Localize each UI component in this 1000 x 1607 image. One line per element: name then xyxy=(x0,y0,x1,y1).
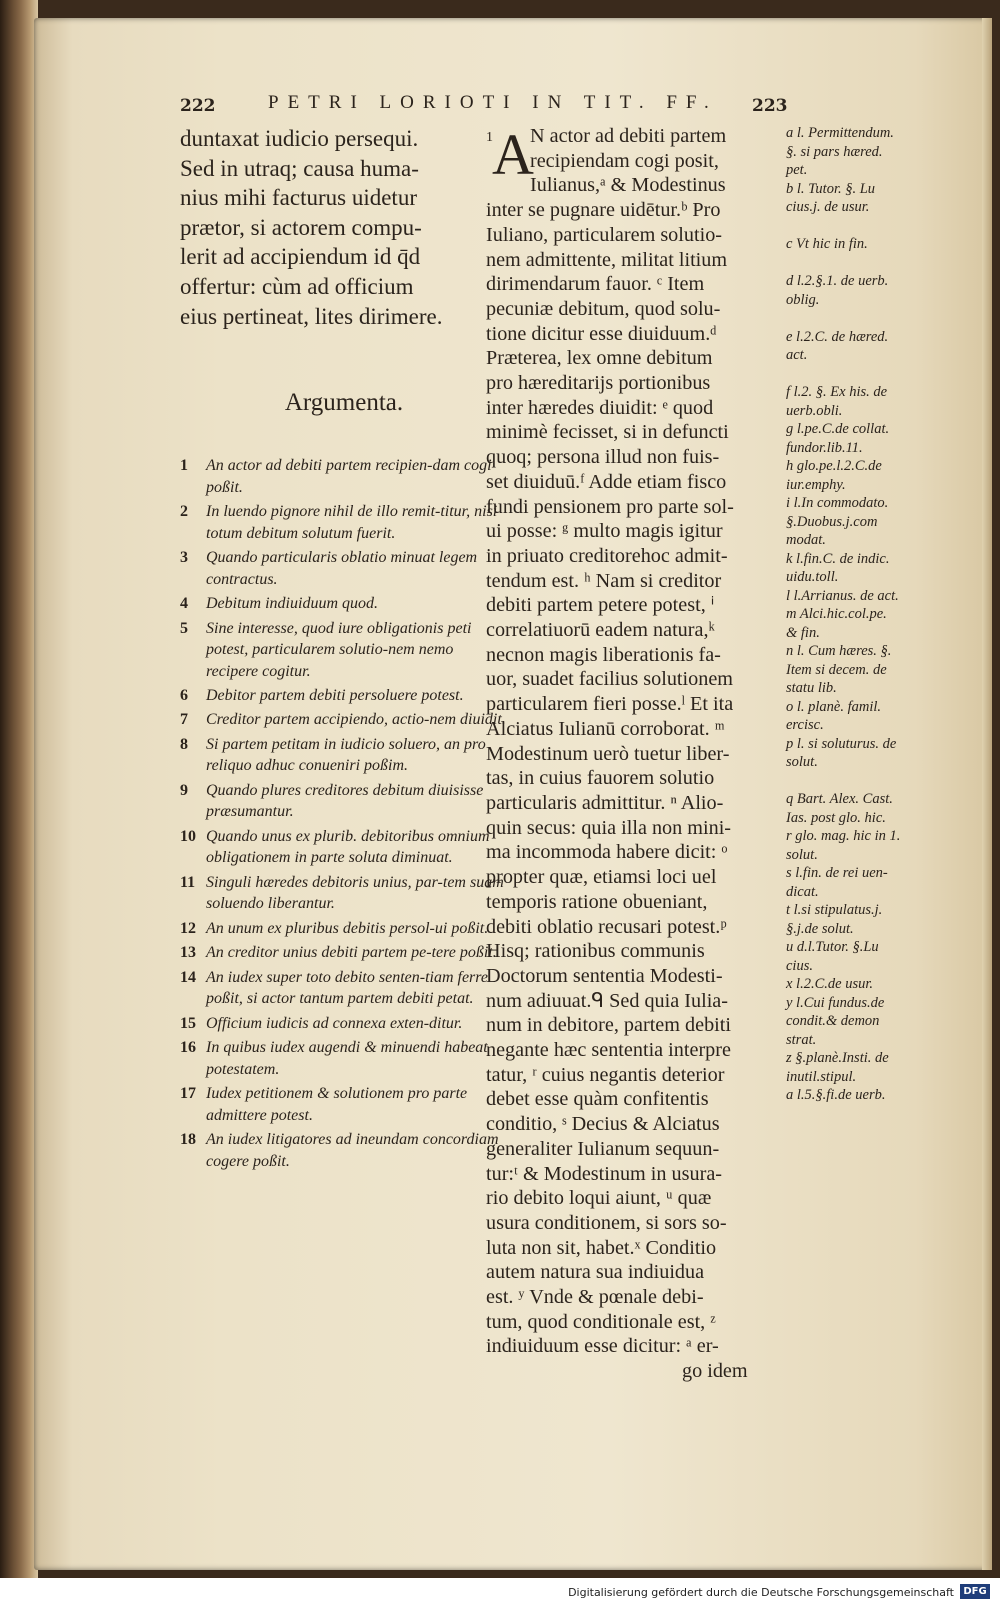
marginal-note-line: solut. xyxy=(786,754,818,770)
main-text-line: Iulianus,ᵃ & Modestinus xyxy=(530,174,726,197)
argument-item xyxy=(180,942,508,964)
marginal-note-line: dicat. xyxy=(786,883,819,900)
marginal-note-line: inutil.stipul. xyxy=(786,1068,857,1085)
main-text-line: conditio, ˢ Decius & Alciatus xyxy=(486,1113,720,1136)
argument-text: An creditor unius debiti partem pe-tere poßit. xyxy=(206,944,497,962)
main-text-line: particularem fieri posse.ˡ Et ita xyxy=(486,693,734,716)
argument-item xyxy=(180,455,508,498)
argument-number: 15 xyxy=(180,1014,196,1032)
main-text-line: debet esse quàm confitentis xyxy=(486,1088,709,1111)
argument-text: Debitum indiuiduum quod. xyxy=(206,595,378,613)
footer-credit: Digitalisierung gefördert durch die Deutsche Forschungsgemeinschaft xyxy=(568,1586,954,1599)
argument-item xyxy=(180,593,508,615)
main-text-line: pro hæreditarijs portionibus xyxy=(486,372,711,395)
main-text-line: go idem xyxy=(682,1360,748,1383)
argument-item xyxy=(180,918,508,940)
main-text-line: Iuliano, particularem solutio- xyxy=(486,223,723,246)
lead-line: nius mihi facturus uidetur xyxy=(180,185,417,211)
main-text-line: tur:ᵗ & Modestinum in usura- xyxy=(486,1162,723,1185)
marginal-note-line: m Alci.hic.col.pe. xyxy=(786,606,887,622)
argument-number: 10 xyxy=(180,827,196,845)
marginal-note-line: solut. xyxy=(786,846,818,863)
main-text-line: propter quæ, etiamsi loci uel xyxy=(486,866,717,889)
folio-left: 222 xyxy=(180,96,216,116)
section-marker: 1 xyxy=(486,130,493,145)
main-text-line: inter hæredes diuidit: ᵉ quod xyxy=(486,396,714,419)
main-text-line: tum, quod conditionale est, ᶻ xyxy=(486,1310,716,1333)
argument-item xyxy=(180,1037,508,1080)
marginal-note-line: strat. xyxy=(786,1031,817,1048)
main-text-line: inter se pugnare uidētur.ᵇ Pro xyxy=(486,199,721,222)
marginal-note-line: l l.Arrianus. de act. xyxy=(786,587,899,604)
argument-item xyxy=(180,967,508,1010)
marginal-note-line: c Vt hic in fin. xyxy=(786,236,868,252)
main-text-line: pecuniæ debitum, quod solu- xyxy=(486,297,721,320)
main-text-line: particularis admittitur. ⁿ Alio- xyxy=(486,791,724,814)
marginal-note-line: pet. xyxy=(786,162,808,178)
main-text-line: N actor ad debiti partem xyxy=(530,125,727,147)
marginal-note-line: n l. Cum hæres. §. xyxy=(786,643,892,659)
argument-text: Singuli hæredes debitoris unius, par-tem suam soluendo liberantur. xyxy=(206,873,504,913)
lead-line: offertur: cùm ad officium xyxy=(180,273,414,299)
argument-item xyxy=(180,1013,508,1035)
marginal-note-line: & fin. xyxy=(786,624,820,641)
argument-item xyxy=(180,547,508,590)
argument-text: Quando plures creditores debitum diuisisse præsumantur. xyxy=(206,781,484,821)
marginal-note-line: y l.Cui fundus.de xyxy=(786,994,885,1011)
main-text-line: tendum est. ʰ Nam si creditor xyxy=(486,569,722,592)
marginal-note-line: g l.pe.C.de collat. xyxy=(786,421,890,437)
marginal-note-line: oblig. xyxy=(786,291,820,308)
argumenta-heading: Argumenta. xyxy=(284,389,404,417)
marginal-note-line: i l.In commodato. xyxy=(786,495,889,511)
marginal-note-line: h glo.pe.l.2.C.de xyxy=(786,458,882,474)
argument-item xyxy=(180,1129,508,1172)
argument-item xyxy=(180,1083,508,1126)
marginal-note-line: x l.2.C.de usur. xyxy=(786,976,873,992)
marginal-note-line: Ias. post glo. hic. xyxy=(786,809,886,826)
main-text-line: dirimendarum fauor. ᶜ Item xyxy=(486,273,705,296)
argument-list xyxy=(180,455,508,1172)
main-text-line: num adiuuat.ᑫ Sed quia Iulia- xyxy=(486,989,728,1012)
main-text-line: luta non sit, habet.ˣ Conditio xyxy=(486,1236,717,1259)
marginal-note-line: p l. si soluturus. de xyxy=(786,735,897,752)
marginal-note-line: uerb.obli. xyxy=(786,402,843,419)
marginal-note-line: u d.l.Tutor. §.Lu xyxy=(786,939,879,955)
argument-text: An actor ad debiti partem recipien-dam cogi poßit. xyxy=(206,457,492,496)
marginal-note-line: act. xyxy=(786,347,808,363)
argument-text: Officium iudicis ad connexa exten-ditur. xyxy=(206,1014,463,1032)
argument-number: 17 xyxy=(180,1084,196,1102)
argument-text: Si partem petitam in iudicio soluero, an pro reliquo adhuc conueniri poßim. xyxy=(206,735,486,775)
marginal-note-line xyxy=(786,772,966,791)
argument-item xyxy=(180,734,508,777)
marginal-note-line: modat. xyxy=(786,532,826,548)
argument-item xyxy=(180,501,508,544)
marginal-note-line xyxy=(786,254,966,273)
argument-number: 7 xyxy=(180,711,188,729)
argument-number: 5 xyxy=(180,619,188,637)
main-text-line: est. ʸ Vnde & pœnale debi- xyxy=(486,1286,704,1309)
argument-text: An iudex super toto debito senten-tiam ferre poßit, si actor tantum partem debiti petat. xyxy=(206,968,489,1008)
marginal-note-line xyxy=(786,309,966,328)
marginal-note-line: a l.5.§.fi.de uerb. xyxy=(786,1087,886,1103)
marginal-note-line xyxy=(786,365,966,384)
argument-item xyxy=(180,618,508,683)
main-text-line: Hisq; rationibus communis xyxy=(486,940,705,963)
argument-text: In quibus iudex augendi & minuendi habeat potestatem. xyxy=(206,1038,488,1078)
lead-paragraph xyxy=(180,124,508,331)
marginal-note-line: d l.2.§.1. de uerb. xyxy=(786,273,889,289)
main-text-line: autem natura sua indiuidua xyxy=(486,1261,705,1284)
marginal-note-line: k l.fin.C. de indic. xyxy=(786,550,890,567)
marginal-note-line: f l.2. §. Ex his. de xyxy=(786,384,888,400)
main-text-line: correlatiuorū eadem natura,ᵏ xyxy=(486,619,715,642)
argument-number: 1 xyxy=(180,457,188,475)
main-text-line: uor, suadet facilius solutionem xyxy=(486,668,734,691)
argument-text: Debitor partem debiti persoluere potest. xyxy=(206,687,464,705)
argument-text: An iudex litigatores ad ineundam concordiam cogere poßit. xyxy=(206,1130,499,1170)
argument-text: In luendo pignore nihil de illo remit-titur, nisi totum debitum solutum fuerit. xyxy=(206,503,498,542)
main-text-line: quin secus: quia illa non mini- xyxy=(486,816,732,839)
running-title: PETRI LORIOTI IN TIT. FF. xyxy=(268,92,718,113)
main-text-line: tatur, ʳ cuius negantis deterior xyxy=(486,1063,725,1086)
lead-line: Sed in utraq; causa huma- xyxy=(180,155,419,181)
main-text-line: quoq; persona illud non fuis- xyxy=(486,446,720,469)
argument-item xyxy=(180,826,508,869)
main-text-line: debiti oblatio recusari potest.ᵖ xyxy=(486,915,727,938)
main-text-line: necnon magis liberationis fa- xyxy=(486,643,721,666)
marginal-note-line: §.Duobus.j.com xyxy=(786,513,878,530)
argument-number: 11 xyxy=(180,873,196,891)
marginal-note-line: e l.2.C. de hæred. xyxy=(786,328,889,345)
argument-number: 6 xyxy=(180,687,188,705)
main-text-line: temporis ratione obueniant, xyxy=(486,890,708,913)
main-text-line: indiuiduum esse dicitur: ᵃ er- xyxy=(486,1335,719,1358)
marginal-note-line: q Bart. Alex. Cast. xyxy=(786,791,893,807)
lead-line: lerit ad accipiendum id q̄d xyxy=(180,244,421,270)
argument-number: 18 xyxy=(180,1130,196,1148)
main-text-line: generaliter Iulianum sequun- xyxy=(486,1137,720,1160)
main-text-line: debiti partem petere potest, ⁱ xyxy=(486,594,715,617)
marginal-note-line: cius.j. de usur. xyxy=(786,199,870,215)
marginal-note-line: §. si pars hæred. xyxy=(786,143,883,160)
main-column xyxy=(486,124,776,1384)
main-text-line: in priuato creditorehoc admit- xyxy=(486,544,728,567)
main-text-line: Alciatus Iulianū corroborat. ᵐ xyxy=(486,717,725,740)
marginal-note-line: a l. Permittendum. xyxy=(786,125,894,141)
marginal-note-line: statu lib. xyxy=(786,680,837,696)
main-text-line: tione dicitur esse diuiduum.ᵈ xyxy=(486,322,717,345)
argument-text: An unum ex pluribus debitis persol-ui poßit. xyxy=(206,919,489,937)
argument-number: 2 xyxy=(180,503,188,521)
argument-number: 16 xyxy=(180,1038,196,1056)
dfg-logo-icon: DFG xyxy=(960,1584,990,1599)
argument-number: 12 xyxy=(180,919,196,937)
marginal-note-line: b l. Tutor. §. Lu xyxy=(786,180,876,197)
main-text-line: Modestinum uerò tuetur liber- xyxy=(486,742,730,765)
page-edge xyxy=(982,18,992,1570)
main-text-line: num in debitore, partem debiti xyxy=(486,1014,731,1037)
argument-number: 13 xyxy=(180,944,196,962)
main-text-line: ui posse: ᵍ multo magis igitur xyxy=(486,520,723,543)
lead-line: eius pertineat, lites dirimere. xyxy=(180,303,443,329)
argument-item xyxy=(180,709,508,731)
main-text-line: rio debito loqui aiunt, ᵘ quæ xyxy=(486,1187,712,1210)
marginal-note-line: iur.emphy. xyxy=(786,476,846,493)
argument-item xyxy=(180,685,508,707)
marginal-notes xyxy=(786,124,966,1105)
marginal-note-line xyxy=(786,217,966,236)
lead-line: prætor, si actorem compu- xyxy=(180,214,422,240)
main-text-line: usura conditionem, si sors so- xyxy=(486,1211,727,1234)
main-text-line: Doctorum sententia Modesti- xyxy=(486,964,723,987)
main-text-line: tas, in cuius fauorem solutio xyxy=(486,767,715,790)
left-column xyxy=(180,124,508,1175)
main-text-line: minimè fecisset, si in defuncti xyxy=(486,421,729,444)
argument-number: 3 xyxy=(180,549,188,567)
argument-text: Quando particularis oblatio minuat legem contractus. xyxy=(206,549,478,588)
book-binding xyxy=(0,0,38,1578)
drop-initial: A xyxy=(492,122,534,187)
marginal-note-line: cius. xyxy=(786,957,813,974)
main-text-line: fundi pensionem pro parte sol- xyxy=(486,495,734,518)
lead-line: duntaxat iudicio persequi. xyxy=(180,126,419,151)
marginal-note-line: fundor.lib.11. xyxy=(786,439,863,456)
main-text-line: ma incommoda habere dicit: ᵒ xyxy=(486,841,728,864)
folio-right: 223 xyxy=(752,96,788,116)
argument-text: Quando unus ex plurib. debitoribus omnium obligationem in parte soluta diminuat. xyxy=(206,827,490,867)
main-text-line: negante hæc sententia interpre xyxy=(486,1039,731,1062)
marginal-note-line: o l. planè. famil. xyxy=(786,698,882,715)
marginal-note-line: §.j.de solut. xyxy=(786,920,854,937)
main-text-line: Præterea, lex omne debitum xyxy=(486,347,713,370)
argument-number: 9 xyxy=(180,781,188,799)
marginal-note-line: s l.fin. de rei uen- xyxy=(786,865,888,881)
marginal-note-line: uidu.toll. xyxy=(786,569,839,585)
marginal-note-line: t l.si stipulatus.j. xyxy=(786,902,883,918)
argument-item xyxy=(180,780,508,823)
argument-text: Iudex petitionem & solutionem pro parte admittere potest. xyxy=(206,1084,468,1124)
marginal-note-line: ercisc. xyxy=(786,717,824,733)
marginal-note-line: condit.& demon xyxy=(786,1013,880,1029)
marginal-note-line: z §.planè.Insti. de xyxy=(786,1050,889,1066)
main-text xyxy=(486,124,776,1384)
argument-text: Creditor partem accipiendo, actio-nem diuidit. xyxy=(206,711,506,729)
main-text-line: set diuiduū.ᶠ Adde etiam fisco xyxy=(486,470,727,493)
argument-number: 14 xyxy=(180,968,196,986)
main-text-line: nem admittente, militat litium xyxy=(486,248,728,271)
argument-number: 4 xyxy=(180,595,188,613)
main-text-line: recipiendam cogi posit, xyxy=(530,149,719,172)
argument-text: Sine interesse, quod iure obligationis peti potest, particularem solutio-nem nemo recipere cogitur. xyxy=(206,619,472,680)
marginal-note-line: Item si decem. de xyxy=(786,661,887,678)
argument-item xyxy=(180,872,508,915)
argument-number: 8 xyxy=(180,735,188,753)
marginal-note-line: r glo. mag. hic in 1. xyxy=(786,828,901,844)
